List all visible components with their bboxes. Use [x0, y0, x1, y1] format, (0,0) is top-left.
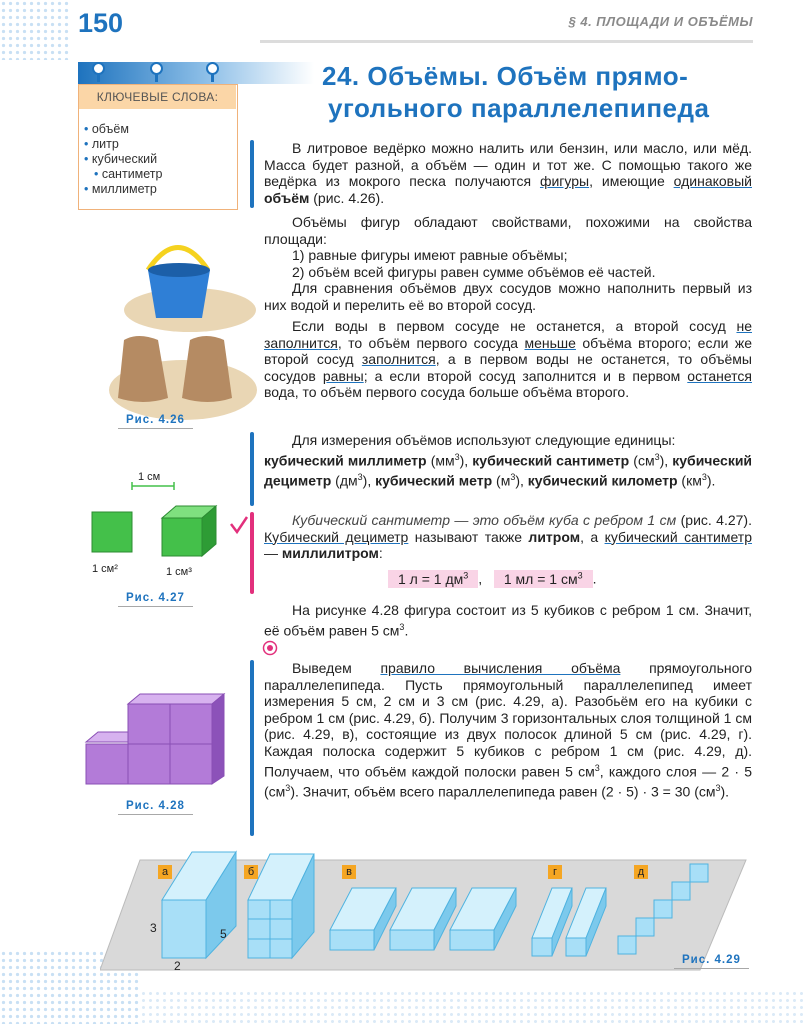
keyword-item: • объём	[84, 122, 162, 137]
paragraph	[264, 140, 752, 206]
underlined-term: меньше	[524, 334, 576, 351]
text-run: (рис. 4.26).	[309, 189, 385, 206]
subfigure-label: г	[548, 865, 562, 879]
cube-icon	[128, 744, 170, 784]
cube-icon	[170, 744, 212, 784]
exponent: 3	[510, 471, 516, 482]
text-run: Если воды в первом сосуде не останется, а второй сосуд	[292, 318, 737, 334]
underlined-term: заполнится	[361, 351, 436, 368]
margin-bar	[250, 140, 254, 208]
subfigure-label: а	[158, 865, 172, 879]
property-item: 1) равные фигуры имеют равные объёмы;	[292, 247, 568, 264]
definition	[264, 512, 752, 562]
scale-label: 1 см	[138, 471, 161, 483]
layer-slab	[330, 930, 374, 950]
formula-liter: 1 л = 1 $дм^3$	[388, 570, 478, 588]
definition-italic: Кубический сантиметр — это объём куба с ребром 1 см	[292, 512, 677, 528]
cube-icon	[170, 704, 212, 744]
bold-term: миллилитром	[281, 545, 379, 562]
unit-abbr: (м	[496, 472, 511, 489]
target-icon	[262, 640, 278, 656]
text-run: вода, то объём первого сосуда больше объёма второго.	[264, 384, 630, 401]
text-run: :	[378, 545, 383, 562]
unit-name: кубический миллиметр	[264, 452, 427, 469]
keyword-item: • миллиметр	[84, 182, 162, 197]
bold-term: объём	[264, 189, 310, 206]
margin-bar	[250, 660, 254, 836]
paragraph: Выведем правило вычисления объёма прямоугольного параллелепипеда. Пусть прямоугольный параллелепипед имеет измерения 5 см, 2 см и 3 см (рис. 4.29, а). Разобьём его на кубики с ребром 1 см (рис. 4.29, б). Получим 3 горизонтальных слоя толщиной 1 см (рис. 4.29, в), состоящие из двух полосок длиной 5 см (рис. 4.29, г). Каждая полоска содержит 5 кубиков с ребром 1 см (рис. 4.29, д). Получаем, что объём каждой полоски равен 5 $см^3$, каждого слоя — 2 · 5 $(см^3)$. Значит, объём всего параллелепипеда равен (2 · 5) · 3 = 30 $(см^3)$.	[264, 660, 752, 800]
text-run: .	[711, 472, 716, 489]
subfigure-label: б	[244, 865, 258, 879]
chapter-title-line: 24. Объёмы. Объём прямо-	[322, 61, 689, 91]
decorative-dots	[0, 0, 70, 60]
margin-bar	[250, 432, 254, 506]
strip	[532, 938, 552, 956]
checkmark-icon	[228, 514, 250, 536]
figure-4-29-illustration	[100, 848, 765, 983]
dimension-label: 5	[220, 927, 227, 941]
figure-caption: Рис. 4.26	[118, 414, 193, 429]
unit-abbr: (дм	[335, 472, 358, 489]
text-run: )	[459, 452, 465, 469]
small-cube	[270, 919, 292, 939]
layer-slab	[450, 930, 494, 950]
small-cube	[618, 936, 636, 954]
bucket-icon	[148, 270, 210, 318]
property-item: 2) объём всей фигуры равен сумме объёмов её частей.	[292, 263, 656, 280]
pin-icon	[206, 62, 219, 75]
keywords-title: КЛЮЧЕВЫЕ СЛОВА:	[79, 85, 236, 109]
figure-caption: Рис. 4.27	[118, 592, 193, 607]
sand-mold	[118, 336, 168, 402]
bold-term: литром	[528, 528, 581, 545]
small-cube	[654, 900, 672, 918]
small-cube	[248, 939, 270, 958]
small-cube	[270, 900, 292, 919]
figure-4-26-illustration	[108, 230, 258, 435]
underlined-term: останется	[687, 367, 752, 384]
text-run: )	[659, 452, 665, 469]
text-run: Объёмы фигур обладают свойствами, похожими на свойства площади:	[264, 214, 752, 247]
text-run: )	[362, 472, 368, 489]
unit-name: кубический метр	[375, 472, 493, 489]
formula-milliliter: 1 мл = 1 $см^3$	[494, 570, 593, 588]
unit-name: кубический километр	[527, 472, 678, 489]
keyword-item: • сантиметр	[94, 167, 162, 182]
small-cube	[672, 882, 690, 900]
paragraph	[264, 318, 752, 401]
small-cube	[636, 918, 654, 936]
cube-label: 1 см³	[166, 566, 192, 578]
pin-icon	[150, 62, 163, 75]
text-run: В литровое ведёрко можно налить или бензин, или масло, или мёд. Масса будет разной, а объём — один и тот же. С помощью такого же ведёрка из мокрого песка получаются	[264, 140, 752, 190]
text-run: объёма второго; если же второй сосуд	[264, 334, 752, 368]
figure-caption: Рис. 4.29	[674, 954, 749, 969]
underlined-term: равны	[322, 367, 364, 384]
text-run: ,	[664, 452, 673, 469]
header-divider	[260, 40, 753, 43]
small-cube	[270, 939, 292, 958]
text-run: , имеющие	[589, 173, 674, 190]
figure-caption: Рис. 4.28	[118, 800, 193, 815]
paragraph	[264, 432, 752, 489]
cube-icon	[162, 518, 202, 556]
unit-abbr: (см	[633, 452, 655, 469]
sand-mold	[182, 336, 232, 402]
underlined-term: Кубический дециметр	[264, 528, 409, 545]
paragraph: На рисунке 4.28 фигура состоит из 5 кубиков с ребром 1 см. Значит, её объём равен 5 $см^3$.	[264, 602, 752, 639]
text-run: Для измерения объёмов используют следующие единицы:	[292, 432, 676, 448]
exponent: 3	[701, 471, 707, 482]
underlined-term: не заполнится	[264, 318, 752, 351]
unit-name: кубический дециметр	[264, 452, 753, 489]
exponent: 3	[654, 451, 660, 462]
figure-4-28-illustration	[84, 692, 234, 792]
keyword-item: • кубический	[84, 152, 162, 167]
underlined-term: правило вычисления объёма	[380, 660, 621, 676]
margin-bar-pink	[250, 512, 254, 594]
text-run: , а	[580, 528, 605, 545]
subfigure-label: в	[342, 865, 356, 879]
block-a	[162, 900, 206, 958]
text-run: , а в первом воды не останется, то объёмы сосудов	[264, 351, 752, 384]
decorative-dots	[140, 990, 805, 1024]
keyword-item: • литр	[84, 137, 162, 152]
square-label: 1 см²	[92, 563, 118, 575]
text-run: —	[264, 545, 282, 562]
text-run: )	[515, 472, 521, 489]
text-run: )	[706, 472, 712, 489]
unit-abbr: (мм	[430, 452, 455, 469]
cube-icon	[86, 744, 128, 784]
text-run: ; а если второй сосуд заполнится и в первом	[363, 367, 688, 384]
exponent: 3	[357, 471, 363, 482]
text-run: (рис. 4.27).	[676, 512, 752, 528]
text-run: , то объём первого сосуда	[337, 334, 525, 351]
keywords-top-bar	[78, 62, 314, 84]
exponent: 3	[454, 451, 460, 462]
small-cube	[248, 919, 270, 939]
dimension-label: 2	[174, 959, 181, 973]
subfigure-label: д	[634, 865, 648, 879]
layer-slab	[390, 930, 434, 950]
cube-icon	[128, 704, 170, 744]
paragraph	[264, 214, 752, 314]
text-run: ,	[367, 472, 376, 489]
chapter-title-line: угольного параллелепипеда	[328, 93, 710, 123]
section-title: § 4. ПЛОЩАДИ И ОБЪЁМЫ	[568, 14, 753, 29]
underlined-term: кубический сантиметр	[604, 528, 752, 545]
chapter-title	[322, 60, 762, 124]
dimension-label: 3	[150, 921, 157, 935]
text-run: ,	[464, 452, 473, 469]
strip	[566, 938, 586, 956]
page-number: 150	[78, 8, 124, 38]
underlined-term: фигуры	[539, 173, 590, 190]
unit-name: кубический сантиметр	[472, 452, 630, 469]
unit-abbr: (км	[681, 472, 702, 489]
square-icon	[92, 512, 132, 552]
formula-row: 1 л = 1 $дм^3$ , 1 мл = 1 $см^3$ .	[388, 570, 597, 587]
text-run: называют также	[408, 528, 529, 545]
small-cube	[690, 864, 708, 882]
keywords-list	[84, 122, 162, 197]
bucket-rim	[148, 263, 210, 277]
pin-icon	[92, 62, 105, 75]
text-run: ,	[520, 472, 528, 489]
underlined-term: одинаковый	[673, 173, 752, 190]
text-run: Для сравнения объёмов двух сосудов можно наполнить первый из них водой и перелить её во второй сосуд.	[264, 280, 752, 313]
small-cube	[248, 900, 270, 919]
